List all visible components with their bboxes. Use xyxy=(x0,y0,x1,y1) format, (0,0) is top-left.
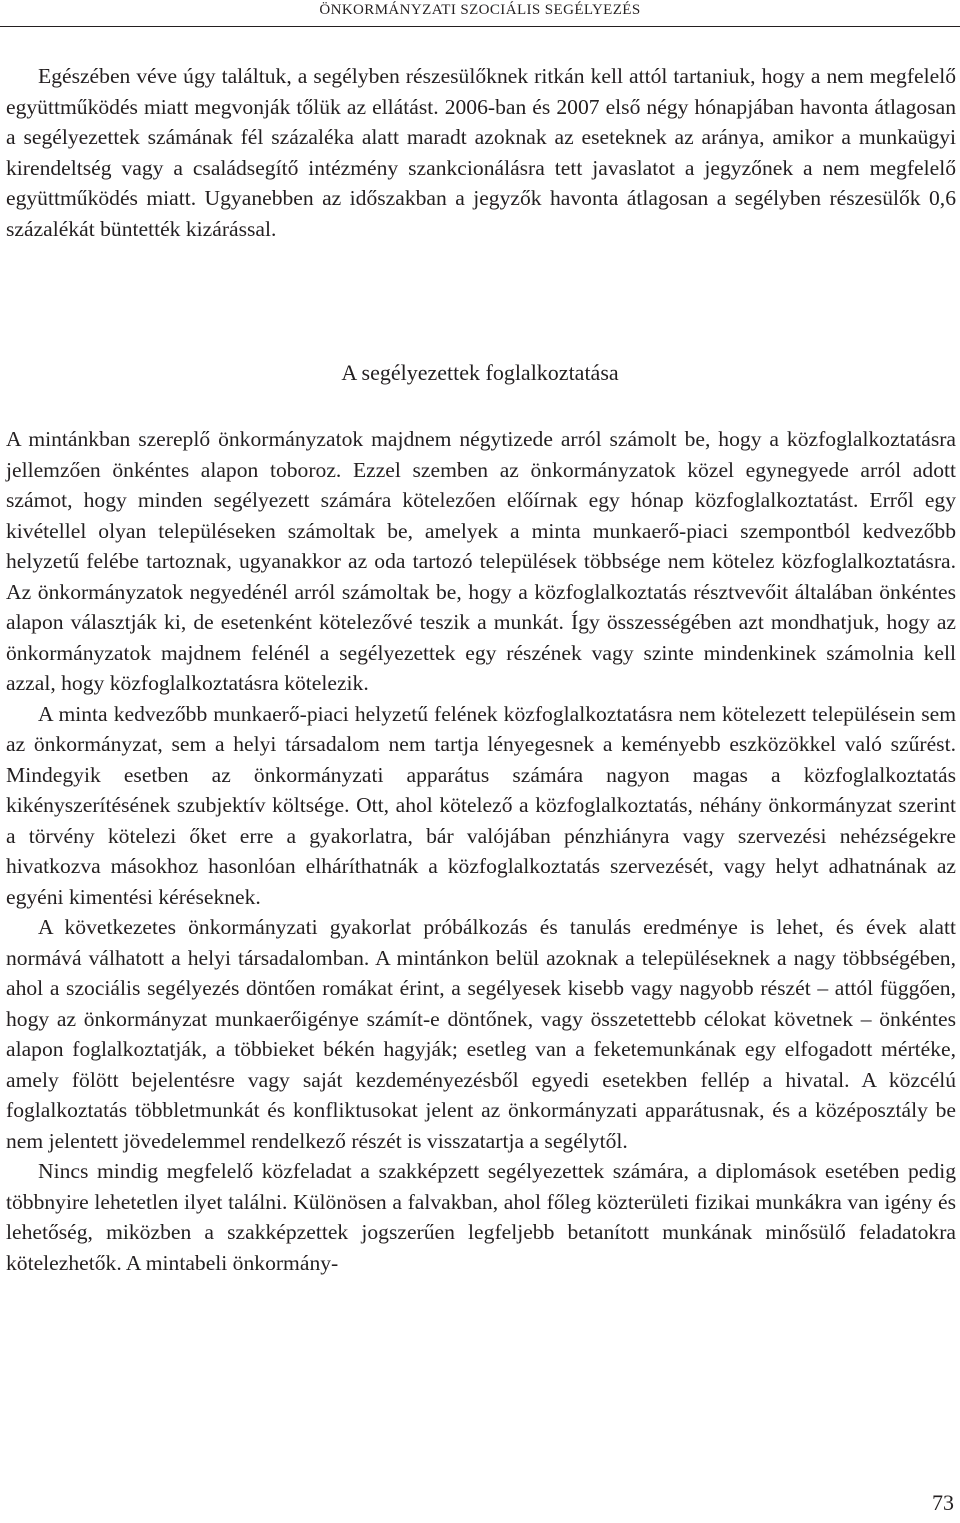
body-paragraph-1: A mintánkban szereplő önkormányzatok majdnem négytizede arról számolt be, hogy a közfoglalkoztatásra jellemzően önkéntes alapon toboroz. Ezzel szemben az önkormányzatok közel egynegyede arról adott számot, hogy minden segélyezett számára kötelezően előírnak egy hónap közfoglalkoztatást. Erről egy kivétellel olyan településeken számoltak be, amelyek a minta munkaerő-piaci szempontból kedvezőbb helyzetű felébe tartoznak, ugyanakkor az oda tartozó települések többsége nem kötelez közfoglalkoztatásra. Az önkormányzatok negyedénél arról számoltak be, hogy a közfoglalkoztatás résztvevőit általában önkéntes alapon választják ki, de esetenként kötelezővé teszik a munkát. Így összességében azt mondhatjuk, hogy az önkormányzatok majdnem felénél a segélyezettek egy részének vagy szinte mindenkinek számolnia kell azzal, hogy közfoglalkoztatásra kötelezik. xyxy=(6,427,956,695)
page-number: 73 xyxy=(932,1490,954,1515)
header-rule xyxy=(0,26,960,27)
body-paragraph-3: A következetes önkormányzati gyakorlat próbálkozás és tanulás eredménye is lehet, és évek alatt normává válhatott a helyi társadalomban. A mintánkon belül azoknak a településeknek a nagy többségében, ahol a szociális segélyezés döntően romákat érint, a segélyesek kisebb vagy nagyobb részét – attól függően, hogy az önkormányzat munkaerőigénye számít-e döntőnek, vagy összetettebb célokat követnek – önkéntes alapon foglalkoztatják, a többieket békén hagyják; esetleg van a feketemunkának egy elfogadott mértéke, amely fölött bejelentésre vagy saját kezdeményezésből egyedi esetekben fellép a hivatal. A közcélú foglalkoztatás többletmunkát és konfliktusokat jelent az önkormányzati apparátusnak, és a középosztály be nem jelentett jövedelemmel rendelkező részét is visszatartja a segélytől. xyxy=(6,915,956,1153)
intro-block xyxy=(6,61,956,244)
running-header: ÖNKORMÁNYZATI SZOCIÁLIS SEGÉLYEZÉS xyxy=(319,2,641,18)
intro-paragraph: Egészében véve úgy találtuk, a segélyben részesülőknek ritkán kell attól tartaniuk, hogy a nem megfelelő együttműködés miatt megvonják tőlük az ellátást. 2006-ban és 2007 első négy hónapjában havonta átlagosan a segélyezettek számának fél százaléka alatt maradt azoknak az eseteknek az aránya, amikor a munkaügyi kirendeltség vagy a családsegítő intézmény szankcionálásra tett javaslatot a jegyzőnek a nem megfelelő együttműködés miatt. Ugyanebben az időszakban a jegyzők havonta átlagosan a segélyben részesülők 0,6 százalékát büntették kizárással. xyxy=(6,64,956,241)
body-paragraph-2: A minta kedvezőbb munkaerő-piaci helyzetű felének közfoglalkoztatásra nem kötelezett településein sem az önkormányzat, sem a helyi társadalom nem tartja lényegesnek a keményebb eszközökkel való szűrést. Mindegyik esetben az önkormányzati apparátus számára nagyon magas a közfoglalkoztatás kikényszerítésének szubjektív költsége. Ott, ahol kötelező a közfoglalkoztatás, néhány önkormányzat szerint a törvény kötelezi őket erre a gyakorlatra, bár valójában pénzhiányra vagy szervezési nehézségekre hivatkozva másokhoz hasonlóan elháríthatnák a közfoglalkoztatás szervezését, vagy helyt adhatnának az egyéni kimentési kéréseknek. xyxy=(6,701,956,909)
section-body xyxy=(6,424,956,1278)
body-paragraph-4: Nincs mindig megfelelő közfeladat a szakképzett segélyezettek számára, a diplomások esetében pedig többnyire lehetetlen ilyet találni. Különösen a falvakban, ahol főleg közterületi fizikai munkákra van igény és lehetőség, miközben a szakképzettek jogszerűen legfeljebb betanított munkának minősülő feladatokra kötelezhetők. A mintabeli önkormány- xyxy=(6,1159,956,1275)
section-title: A segélyezettek foglalkoztatása xyxy=(341,360,619,385)
